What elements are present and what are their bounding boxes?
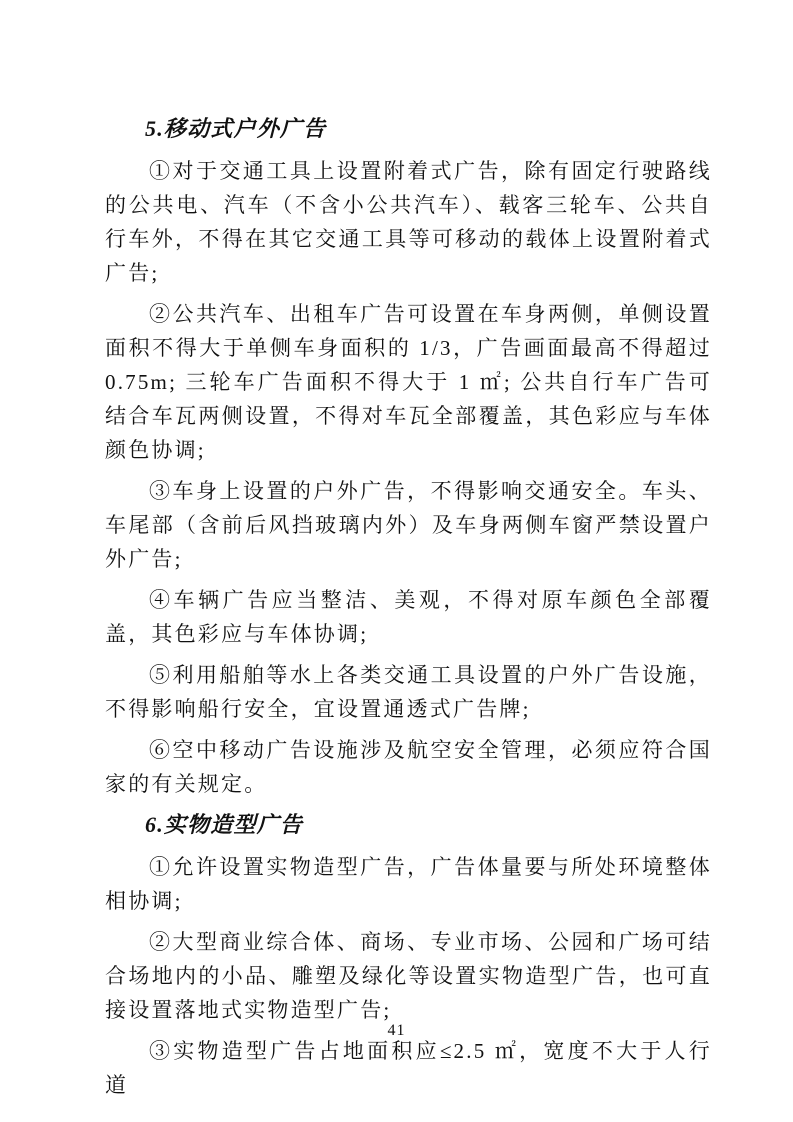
paragraph-5-2: ②公共汽车、出租车广告可设置在车身两侧，单侧设置面积不得大于单侧车身面积的 1/3，广告画面最高不得超过 0.75m; 三轮车广告面积不得大于 1 ㎡; 公共自行车广告可结合车瓦两侧设置，不得对车瓦全部覆盖，其色彩应与车体颜色协调; <box>105 302 712 462</box>
page-number: 41 <box>387 1022 406 1039</box>
paragraph-5-3: ③车身上设置的户外广告，不得影响交通安全。车头、车尾部（含前后风挡玻璃内外）及车身两侧车窗严禁设置户外广告; <box>105 479 712 571</box>
paragraph-6-1: ①允许设置实物造型广告，广告体量要与所处环境整体相协调; <box>105 855 712 913</box>
paragraph-6-2: ②大型商业综合体、商场、专业市场、公园和广场可结合场地内的小品、雕塑及绿化等设置实物造型广告，也可直接设置落地式实物造型广告; <box>105 930 712 1022</box>
page-content <box>105 110 712 1109</box>
paragraph-6-3: ③实物造型广告占地面积应≤2.5 ㎡，宽度不大于人行道 <box>105 1039 712 1097</box>
paragraph-5-4: ④车辆广告应当整洁、美观，不得对原车颜色全部覆盖，其色彩应与车体协调; <box>105 588 712 646</box>
section-heading-5-mobile-outdoor-ads: 5.移动式户外广告 <box>145 116 327 141</box>
paragraph-5-5: ⑤利用船舶等水上各类交通工具设置的户外广告设施，不得影响船行安全，宜设置通透式广告牌; <box>105 663 712 721</box>
paragraph-5-1: ①对于交通工具上设置附着式广告，除有固定行驶路线的公共电、汽车（不含小公共汽车）、载客三轮车、公共自行车外，不得在其它交通工具等可移动的载体上设置附着式广告; <box>105 159 712 285</box>
section-heading-6-physical-model-ads: 6.实物造型广告 <box>145 812 304 837</box>
paragraph-5-6: ⑥空中移动广告设施涉及航空安全管理，必须应符合国家的有关规定。 <box>105 738 712 796</box>
